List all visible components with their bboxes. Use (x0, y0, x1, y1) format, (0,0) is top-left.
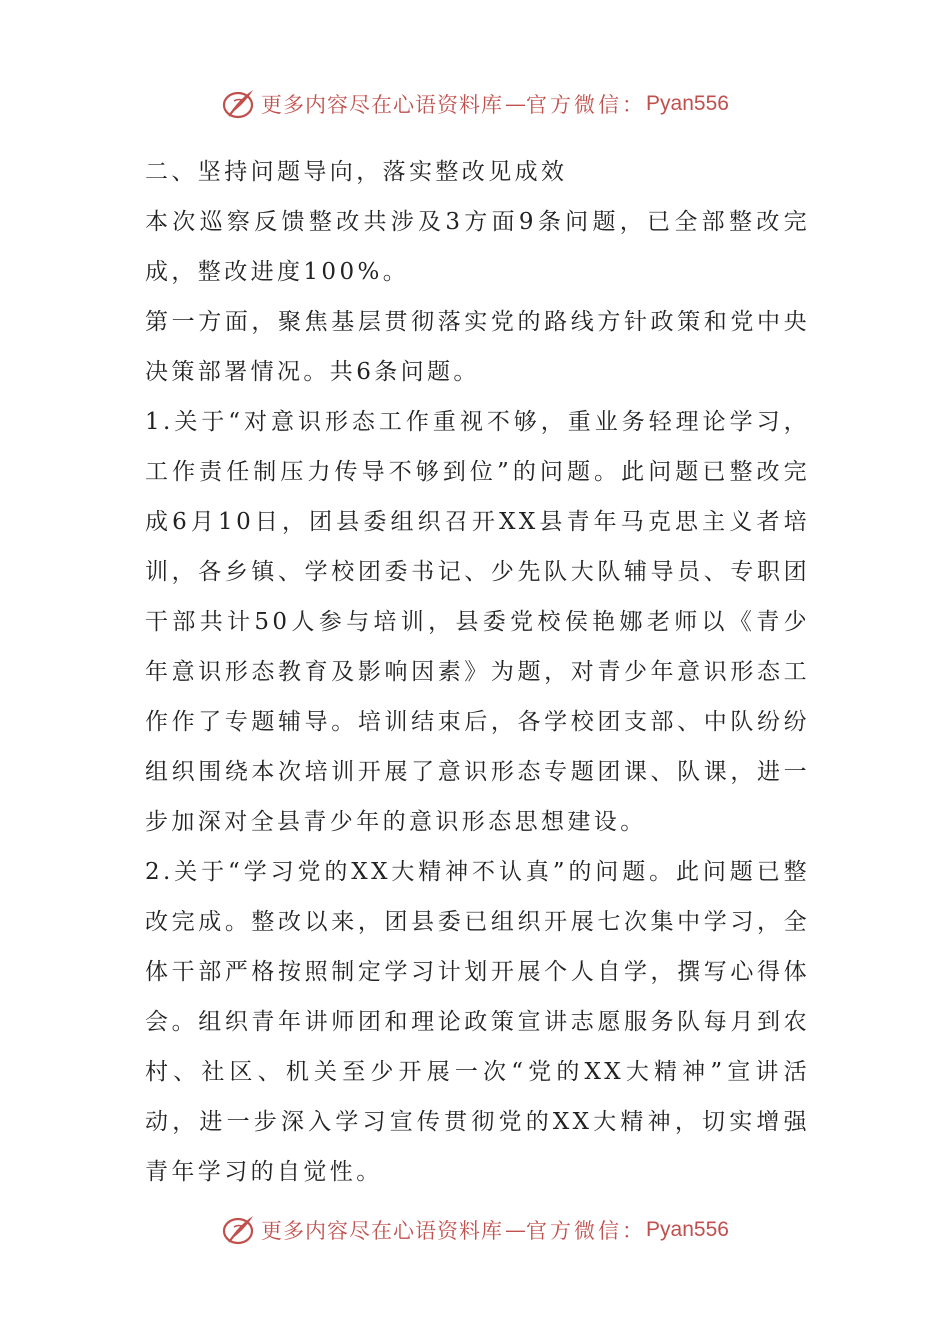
watermark-label: 官方微信： (526, 93, 647, 117)
quill-logo-icon (221, 1212, 257, 1248)
watermark-separator: — (505, 1218, 525, 1242)
watermark-separator: — (505, 92, 525, 116)
paragraph: 2.关于“学习党的XX大精神不认真”的问题。此问题已整改完成。整改以来，团县委已组织开展七次集中学习，全体干部严格按照制定学习计划开展个人自学，撰写心得体会。组织青年讲师团和理论政策宣讲志愿服务队每月到农村、社区、机关至少开展一次“党的XX大精神”宣讲活动，进一步深入学习宣传贯彻党的XX大精神，切实增强青年学习的自觉性。 (145, 859, 810, 1185)
paragraph: 1.关于“对意识形态工作重视不够，重业务轻理论学习，工作责任制压力传导不够到位”的问题。此问题已整改完成6月10日，团县委组织召开XX县青年马克思主义者培训，各乡镇、学校团委书记、少先队大队辅导员、专职团干部共计50人参与培训，县委党校侯艳娜老师以《青少年意识形态教育及影响因素》为题，对青少年意识形态工作作了专题辅导。培训结束后，各学校团支部、中队纷纷组织围绕本次培训开展了意识形态专题团课、队课，进一步加深对全县青少年的意识形态思想建设。 (145, 409, 810, 835)
watermark-text: 更多内容尽在心语资料库 (261, 93, 504, 117)
watermark-label: 官方微信： (526, 1219, 647, 1243)
watermark-id: Pyan556 (646, 1218, 729, 1241)
paragraph: 第一方面，聚焦基层贯彻落实党的路线方针政策和党中央决策部署情况。共6条问题。 (145, 309, 810, 385)
footer-watermark (0, 1210, 950, 1250)
section-heading: 二、坚持问题导向，落实整改见成效 (145, 159, 568, 185)
document-body (145, 147, 810, 1197)
header-watermark (0, 84, 950, 124)
watermark-id: Pyan556 (646, 92, 729, 115)
quill-logo-icon (221, 86, 257, 122)
watermark-text: 更多内容尽在心语资料库 (261, 1219, 504, 1243)
paragraph: 本次巡察反馈整改共涉及3方面9条问题，已全部整改完成，整改进度100%。 (145, 209, 810, 285)
